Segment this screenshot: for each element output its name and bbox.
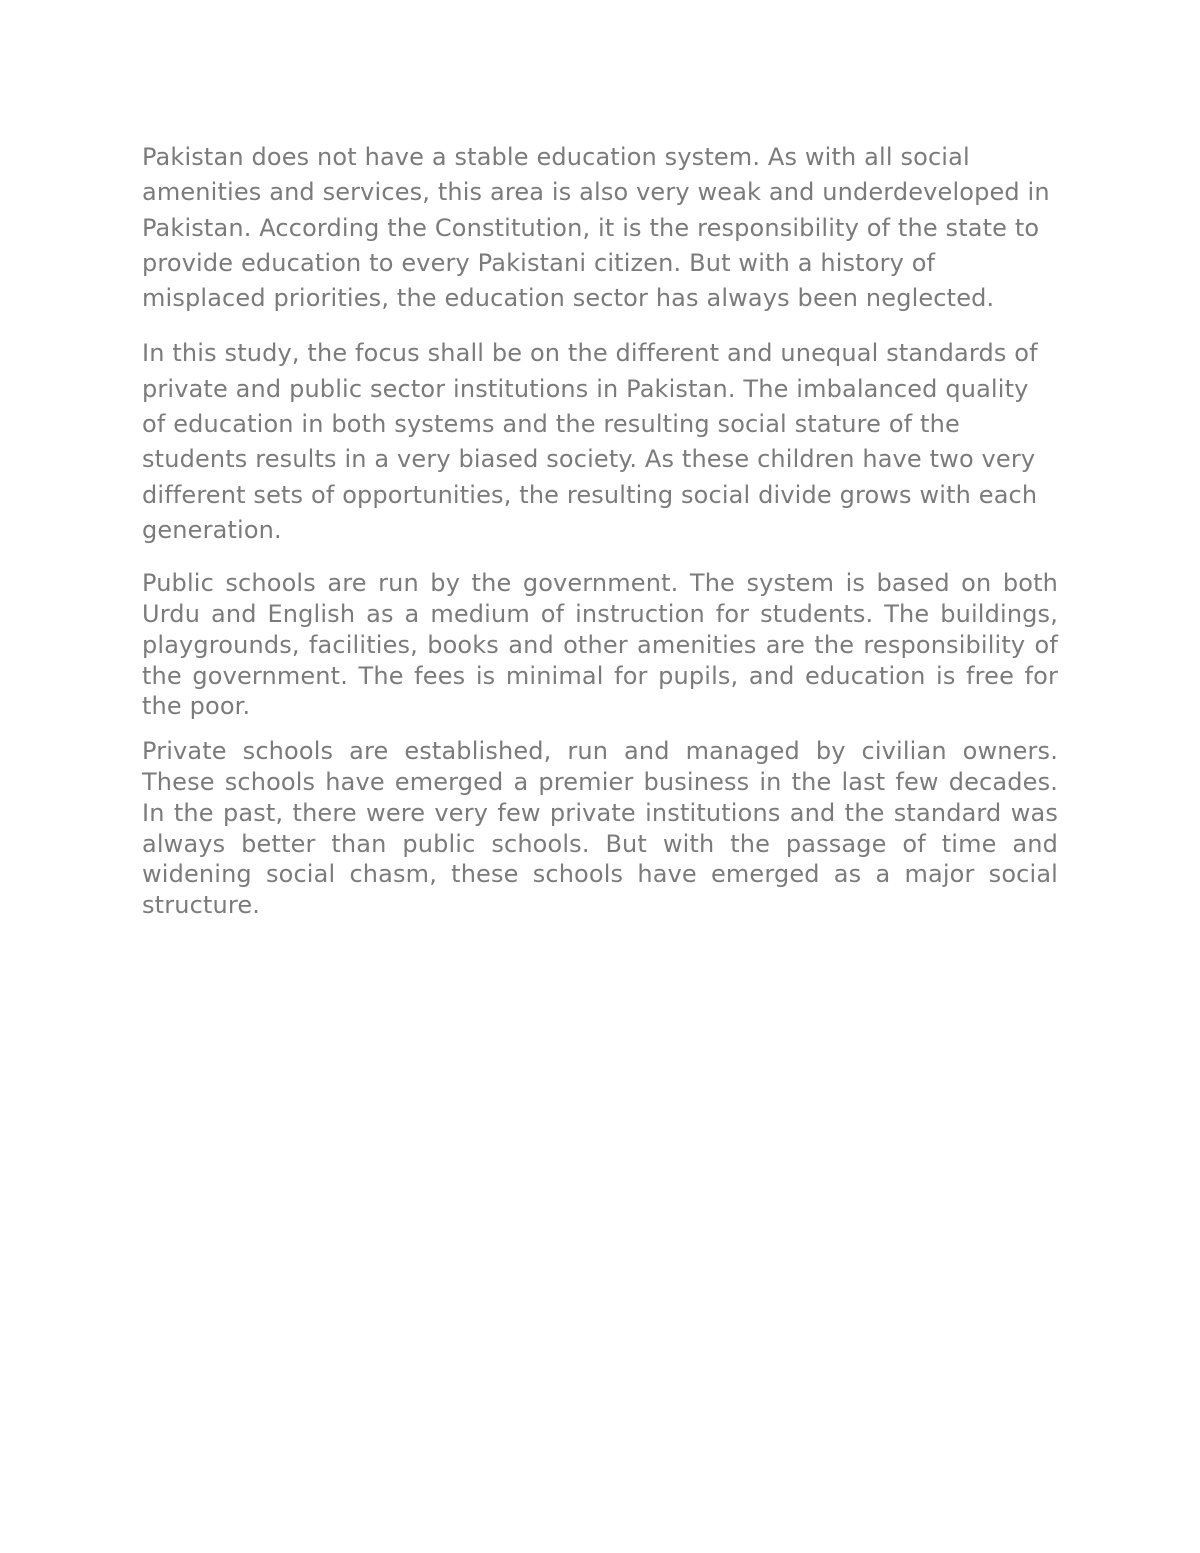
paragraph-private-schools: Private schools are established, run and managed by civilian owners. These schools have emerged a premier business in the last few decades. In the past, there were very few private institutions and the standard was always better than public schools. But with the passage of time and widening social chasm, these schools have emerged as a major social structure.: [142, 737, 1058, 920]
document-body: [142, 140, 1058, 921]
paragraph-public-schools: Public schools are run by the government. The system is based on both Urdu and English as a medium of instruction for students. The buildings, playgrounds, facilities, books and other amenities are the responsibility of the government. The fees is minimal for pupils, and education is free for the poor.: [142, 569, 1058, 721]
paragraph-study-focus: In this study, the focus shall be on the different and unequal standards of private and public sector institutions in Pakistan. The imbalanced quality of education in both systems and the resulting social stature of the students results in a very biased society. As these children have two very different sets of opportunities, the resulting social divide grows with each generation.: [142, 339, 1038, 544]
paragraph-education-system: Pakistan does not have a stable education system. As with all social amenities and services, this area is also very weak and underdeveloped in Pakistan. According the Constitution, it is the responsibility of the state to provide education to every Pakistani citizen. But with a history of misplaced priorities, the education sector has always been neglected.: [142, 143, 1050, 313]
